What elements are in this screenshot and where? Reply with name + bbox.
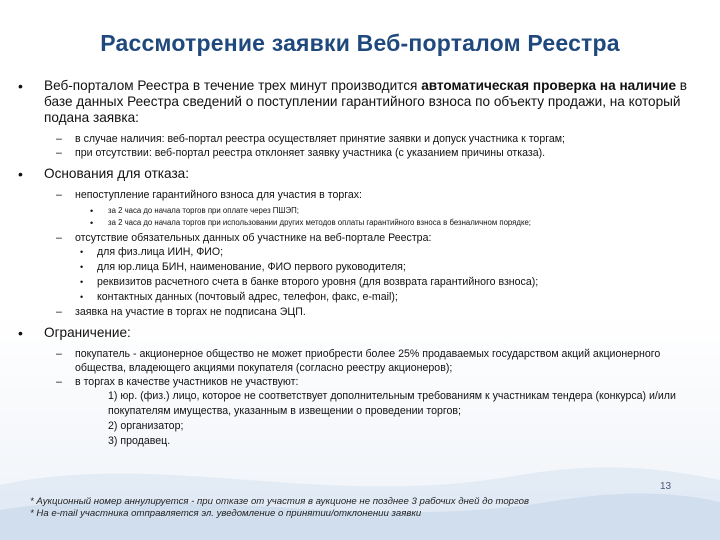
dash-marker: – xyxy=(56,147,62,159)
intro-bold-2: на наличие xyxy=(599,78,677,93)
grounds-sub-1-item-text: за 2 часа до начала торгов при использовании других методов оплаты гарантийного взноса в безналичном порядке; xyxy=(108,218,531,227)
grounds-sub-1-text: непоступление гарантийного взноса для участия в торгах: xyxy=(75,189,362,201)
grounds-sub-3-text: заявка на участие в торгах не подписана ЭЦП. xyxy=(75,306,306,318)
restriction-sub-1 xyxy=(18,347,712,375)
intro-text-2: в базе данных Реестра сведений о поступлении гарантийного взноса по объекту продажи, на который подана заявка: xyxy=(44,78,688,125)
grounds-sub-1-item-text: за 2 часа до начала торгов при оплате через ПШЭП; xyxy=(108,206,299,215)
intro-bold-1: автоматическая проверка xyxy=(421,78,597,93)
intro-sub-2 xyxy=(18,146,712,160)
grounds-sub-2-item-text: реквизитов расчетного счета в банке второго уровня (для возврата гарантийного взноса); xyxy=(97,276,539,288)
intro-sub-1-text: в случае наличия: веб-портал реестра осуществляет принятие заявки и допуск участника к торгам; xyxy=(75,133,565,145)
dot-marker: • xyxy=(80,247,84,257)
grounds-sub-2-item xyxy=(18,245,712,260)
grounds-sub-2-item-text: для юр.лица БИН, наименование, ФИО первого руководителя; xyxy=(97,261,406,273)
dash-marker: – xyxy=(56,232,62,244)
restriction-heading: Ограничение: xyxy=(44,325,131,340)
grounds-sub-1-item xyxy=(18,205,712,217)
dash-marker: – xyxy=(56,133,62,145)
restriction-list-item: 3) продавец. xyxy=(108,435,171,447)
restriction-list-item: 2) организатор; xyxy=(108,420,184,432)
grounds-sub-2-text: отсутствие обязательных данных об участнике на веб-портале Реестра: xyxy=(75,232,432,244)
intro-sub-2-text: при отсутствии: веб-портал реестра отклоняет заявку участника (с указанием причины отказа). xyxy=(75,147,546,159)
dash-marker: – xyxy=(56,306,62,318)
footnote-2: * На e-mail участника отправляется эл. уведомление о принятии/отклонении заявки xyxy=(30,508,422,519)
page-number: 13 xyxy=(660,481,672,492)
bullet-grounds xyxy=(18,166,712,182)
dash-marker: – xyxy=(56,376,62,388)
intro-sub-1 xyxy=(18,132,712,146)
dash-marker: – xyxy=(56,348,62,360)
intro-text-1: Веб-порталом Реестра в течение трех минут производится xyxy=(44,78,422,93)
footnotes xyxy=(30,496,650,520)
grounds-sub-1 xyxy=(18,188,712,202)
slide-title: Рассмотрение заявки Веб-порталом Реестра xyxy=(100,30,620,56)
grounds-sub-2-item xyxy=(18,260,712,275)
restriction-sub-2-text: в торгах в качестве участников не участвуют: xyxy=(75,376,299,388)
grounds-heading: Основания для отказа: xyxy=(44,166,190,181)
dot-marker: • xyxy=(90,206,94,216)
restriction-list-item: 1) юр. (физ.) лицо, которое не соответствует дополнительным требованиям к участникам тендера (конкурса) и/или покупателям имущества, указанным в извещении о проведении торгов; xyxy=(108,390,676,417)
grounds-sub-2 xyxy=(18,231,712,245)
bullet-restriction xyxy=(18,325,712,341)
dot-marker: • xyxy=(80,262,84,272)
grounds-sub-2-item xyxy=(18,275,712,290)
grounds-sub-3 xyxy=(18,305,712,319)
restriction-sub-1-text: покупатель - акционерное общество не может приобрести более 25% продаваемых государством акций акционерного общества, владеющего акциями покупателя (согласно реестру акционеров); xyxy=(75,348,661,374)
bullet-intro xyxy=(18,78,712,126)
restriction-sub-2 xyxy=(18,375,712,389)
dot-marker: • xyxy=(90,218,94,228)
footnote-1: * Аукционный номер аннулируется - при отказе от участия в аукционе не позднее 3 рабочих дней до торгов xyxy=(30,496,529,507)
grounds-sub-1-item xyxy=(18,217,712,229)
background-wave-decoration xyxy=(0,440,720,540)
grounds-sub-2-item xyxy=(18,290,712,305)
slide-content xyxy=(18,78,712,449)
dash-marker: – xyxy=(56,189,62,201)
dot-marker: • xyxy=(80,292,84,302)
grounds-sub-2-item-text: для физ.лица ИИН, ФИО; xyxy=(97,246,224,258)
dot-marker: • xyxy=(80,277,84,287)
grounds-sub-2-item-text: контактных данных (почтовый адрес, телефон, факс, e-mail); xyxy=(97,291,398,303)
